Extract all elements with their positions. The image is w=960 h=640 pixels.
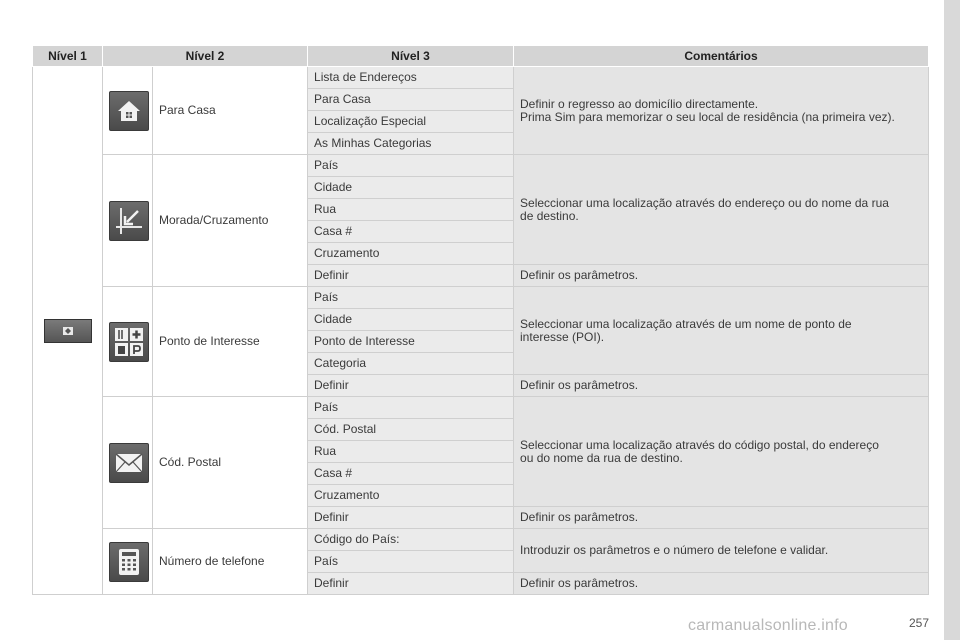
comment-line: de destino. [520,208,579,223]
navigation-menu-table [32,45,929,595]
define-comment: Definir os parâmetros. [514,375,929,397]
header-level-2: Nível 2 [103,46,308,67]
level-3-item: Cruzamento [308,485,514,507]
page-number: 257 [909,616,930,630]
define-comment: Definir os parâmetros. [514,507,929,529]
level-3-item: Categoria [308,353,514,375]
level-3-item: Cód. Postal [308,419,514,441]
level-3-item: País [308,397,514,419]
table-row [33,155,929,177]
comment-line: Seleccionar uma localização através do endereço ou do nome da rua [520,195,889,210]
level-3-item: As Minhas Categorias [308,133,514,155]
comment-line: interesse (POI). [520,329,605,344]
table-row [33,287,929,309]
comment-cell [514,397,929,507]
level-1-cell [33,67,103,595]
header-comments: Comentários [514,46,929,67]
level-3-item: Ponto de Interesse [308,331,514,353]
comment-cell [514,287,929,375]
page-edge-tab [944,0,960,640]
comment-cell [514,155,929,265]
home-icon [109,91,149,131]
define-comment: Definir os parâmetros. [514,573,929,595]
level-2-cod-postal: Cód. Postal [153,397,308,529]
level-2-ponto-de-interesse: Ponto de Interesse [153,287,308,397]
level-3-item: Casa # [308,463,514,485]
level-3-item: Código do País: [308,529,514,551]
comment-line: Seleccionar uma localização através de um nome de ponto de [520,316,852,331]
header-level-3: Nível 3 [308,46,514,67]
define-comment: Definir os parâmetros. [514,265,929,287]
level-2-para-casa: Para Casa [153,67,308,155]
level-3-item: País [308,551,514,573]
level-3-item: Cidade [308,177,514,199]
level-3-define: Definir [308,265,514,287]
comment-line: ou do nome da rua de destino. [520,450,683,465]
table-header-row [33,46,929,67]
poi-icon-cell [103,287,153,397]
level-3-item: País [308,287,514,309]
intersection-icon-cell [103,155,153,287]
phone-icon-cell [103,529,153,595]
envelope-icon [109,443,149,483]
header-level-1: Nível 1 [33,46,103,67]
navigation-menu-icon [44,319,92,343]
level-2-numero-de-telefone: Número de telefone [153,529,308,595]
level-3-define: Definir [308,573,514,595]
level-2-morada-cruzamento: Morada/Cruzamento [153,155,308,287]
comment-line: Definir o regresso ao domicílio directamente. [520,96,759,111]
comment-cell [514,67,929,155]
level-3-item: Rua [308,441,514,463]
level-3-item: Para Casa [308,89,514,111]
phone-icon [109,542,149,582]
level-3-item: Casa # [308,221,514,243]
comment-line: Introduzir os parâmetros e o número de telefone e validar. [520,543,829,557]
table-row [33,397,929,419]
table-row [33,67,929,89]
level-3-define: Definir [308,375,514,397]
level-3-item: Rua [308,199,514,221]
level-3-item: País [308,155,514,177]
level-3-item: Localização Especial [308,111,514,133]
envelope-icon-cell [103,397,153,529]
intersection-icon [109,201,149,241]
comment-line: Prima Sim para memorizar o seu local de residência (na primeira vez). [520,109,895,124]
watermark: carmanualsonline.info [688,617,848,634]
level-3-item: Cidade [308,309,514,331]
level-3-define: Definir [308,507,514,529]
point-of-interest-icon [109,322,149,362]
comment-line: Seleccionar uma localização através do código postal, do endereço [520,437,879,452]
level-3-item: Lista de Endereços [308,67,514,89]
comment-cell [514,529,929,573]
home-icon-cell [103,67,153,155]
level-3-item: Cruzamento [308,243,514,265]
